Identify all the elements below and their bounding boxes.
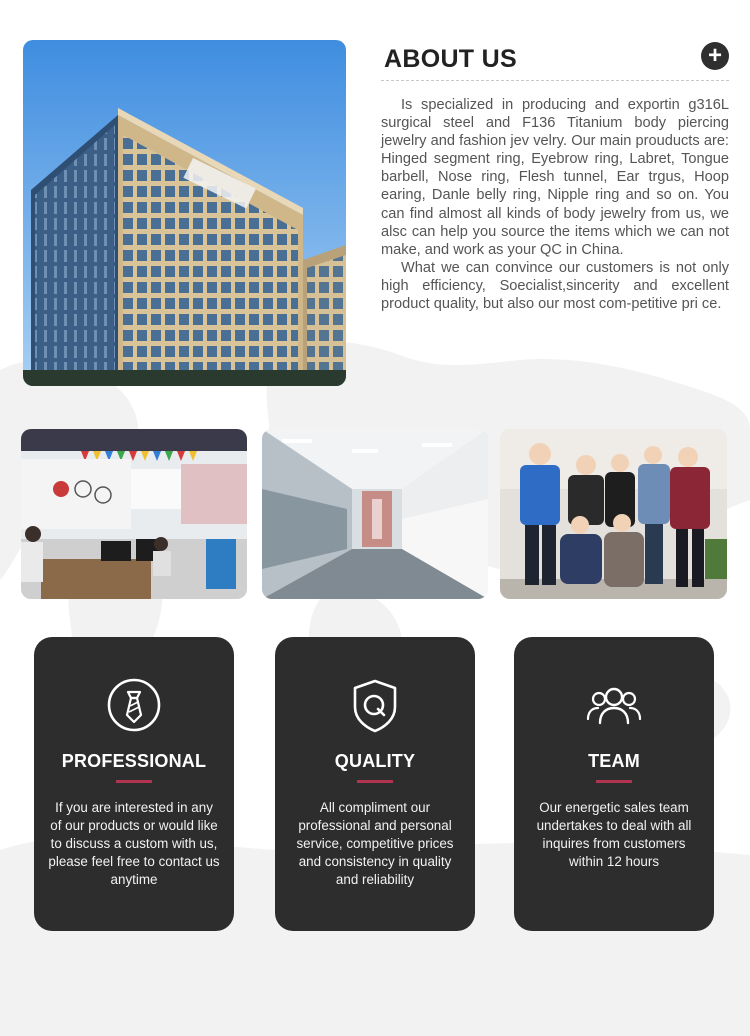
team-group-photo: [500, 429, 727, 599]
card-accent-bar: [116, 780, 152, 783]
office-workspace-photo: [21, 429, 247, 599]
expand-plus-button[interactable]: +: [701, 42, 729, 70]
card-description: Our energetic sales team undertakes to deal with all inquires from customers within 12 hours: [536, 800, 692, 869]
card-description: All compliment our professional and personal service, competitive prices and consistency in quality and reliability: [296, 800, 454, 887]
office-corridor-photo: [262, 429, 488, 599]
about-text: [381, 96, 729, 313]
card-title: PROFESSIONAL: [61, 751, 207, 771]
card-title: QUALITY: [334, 751, 416, 771]
tie-icon: [104, 675, 164, 735]
team-icon: [584, 675, 644, 735]
about-paragraph-2: What we can convince our customers is not only high efficiency, Soecialist,sincerity and excellent product quality, but also our most com-petitive pri ce.: [381, 259, 729, 313]
about-section: [381, 40, 729, 313]
office-building-photo: [23, 40, 346, 386]
about-divider: [381, 80, 729, 81]
card-description: If you are interested in any of our products or would like to discuss a custom with us, please feel free to contact us anytime: [48, 800, 220, 887]
shield-q-icon: [345, 675, 405, 735]
professional-card: [34, 637, 234, 931]
quality-card: [275, 637, 475, 931]
about-title: ABOUT US: [384, 45, 517, 73]
about-paragraph-1: Is specialized in producing and exportin g316L surgical steel and F136 Titanium body piercing jewelry and fashion jev velry. Our main prouducts are: Hinged segment ring, Eyebrow ring, Labret, Tongue barbell, Nose ring, Flesh tunnel, Ear trgus, Hoop earing, Danle belly ring, Nipple ring and so on. You can find almost all kinds of body jewelry from us, we alsc can help you source the items which we can not make, and work as your QC in China.: [381, 97, 729, 258]
card-title: TEAM: [588, 751, 640, 771]
team-card: [514, 637, 714, 931]
card-accent-bar: [596, 780, 632, 783]
card-accent-bar: [357, 780, 393, 783]
